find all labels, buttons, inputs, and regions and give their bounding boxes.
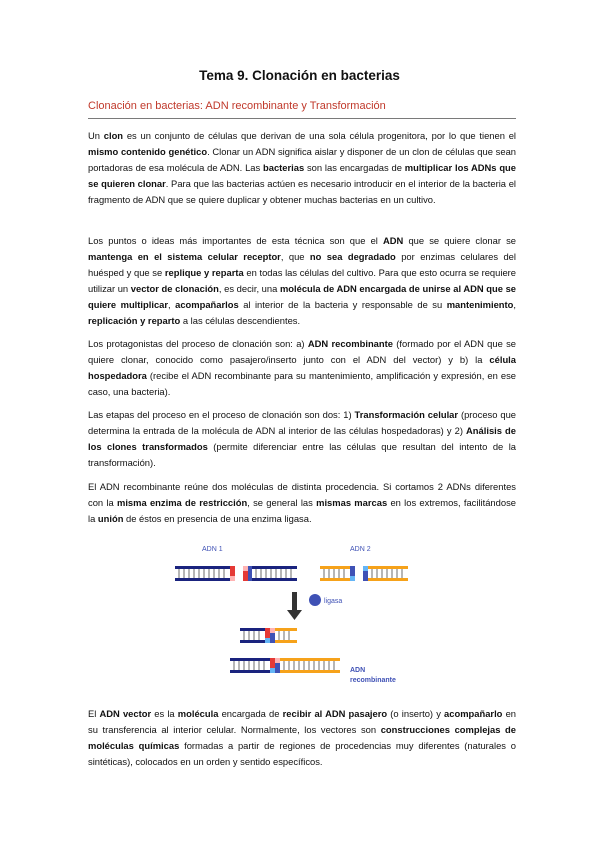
bold-text: mantenga en el sistema celular receptor bbox=[88, 251, 281, 262]
bold-text: ADN recombinante bbox=[307, 338, 393, 349]
heading-divider bbox=[88, 118, 516, 119]
bold-text: vector de clonación bbox=[130, 283, 219, 294]
text-run: (permite diferenciar entre las células que resultan del intento de la transformación). bbox=[88, 441, 517, 468]
label-ligasa: ligasa bbox=[324, 598, 343, 605]
bold-text: célula hospedadora bbox=[88, 354, 516, 381]
text-run: El ADN recombinante reúne dos moléculas de distinta procedencia. Si cortamos 2 ADNs diferentes con la bbox=[88, 481, 516, 508]
bold-text: unión bbox=[97, 513, 124, 524]
bold-text: acompañarlos bbox=[175, 299, 239, 310]
annealed-fragments bbox=[240, 628, 297, 643]
adn2-left-fragment bbox=[320, 566, 355, 581]
text-run: por enzimas celulares del huésped y que se bbox=[88, 251, 516, 278]
bold-text: mismas marcas bbox=[316, 497, 388, 508]
text-run: a las células descendientes. bbox=[180, 315, 301, 326]
bold-text: ADN bbox=[383, 235, 404, 246]
text-run: , es decir, una bbox=[218, 283, 280, 294]
text-run: Los puntos o ideas más importantes de esta técnica son que el bbox=[88, 235, 383, 246]
label-adn1: ADN 1 bbox=[202, 546, 223, 553]
text-run: Un bbox=[88, 130, 104, 141]
page-title: Tema 9. Clonación en bacterias bbox=[199, 68, 400, 83]
paragraph-adn-recombinante bbox=[88, 479, 516, 527]
bold-text: construcciones complejas de moléculas químicas bbox=[88, 724, 517, 751]
cloning-diagram bbox=[170, 540, 440, 690]
bold-text: Transformación celular bbox=[354, 409, 459, 420]
text-run: . Clonar un ADN significa aislar y disponer de un clon de células que sean portadoras de esa molécula de ADN. Las bbox=[88, 146, 517, 173]
text-run: , se general las bbox=[247, 497, 317, 508]
bold-text: ADN vector bbox=[99, 708, 152, 719]
paragraph-clon bbox=[88, 128, 516, 208]
paragraph-protagonistas bbox=[88, 336, 516, 400]
bold-text: misma enzima de restricción bbox=[116, 497, 248, 508]
bold-text: bacterias bbox=[263, 162, 305, 173]
text-run: al interior de la bacteria y responsable de su bbox=[238, 299, 447, 310]
label-adn2: ADN 2 bbox=[350, 546, 371, 553]
paragraph-etapas bbox=[88, 407, 516, 471]
text-run: encargada de bbox=[218, 708, 283, 719]
bold-text: Análisis de los clones transformados bbox=[88, 425, 516, 452]
recombinant-dna bbox=[230, 658, 340, 673]
text-run: en su transferencia al interior celular. Normalmente, los vectores son bbox=[88, 708, 516, 735]
bold-text: acompañarlo bbox=[444, 708, 503, 719]
text-run: es un conjunto de células que derivan de una sola célula progenitora, por lo que tienen el bbox=[123, 130, 516, 141]
text-run: en los extremos, facilitándose la bbox=[88, 497, 516, 524]
text-run: (formado por el ADN que se quiere clonar, conocido como pasajero/inserto junto con el ADN del vector) y b) la bbox=[88, 338, 517, 365]
down-arrow-icon bbox=[287, 592, 302, 620]
bold-text: mismo contenido genético bbox=[88, 146, 208, 157]
text-run: son las encargadas de bbox=[304, 162, 405, 173]
adn2-right-fragment bbox=[363, 566, 408, 581]
text-run: que se quiere clonar se bbox=[403, 235, 516, 246]
adn1-right-fragment bbox=[243, 566, 297, 581]
bold-text: no sea degradado bbox=[309, 251, 396, 262]
paragraph-ideas bbox=[88, 233, 516, 329]
bold-text: multiplicar los ADNs que se quieren clonar bbox=[88, 162, 516, 189]
ligasa-enzyme-icon bbox=[309, 594, 321, 606]
text-run: de éstos en presencia de una enzima ligasa. bbox=[123, 513, 312, 524]
bold-text: molécula bbox=[177, 708, 219, 719]
text-run: , bbox=[168, 299, 176, 310]
text-run: . Para que las bacterias actúen es necesario introducir en el interior de la bacteria el fragmento de ADN que se quiere duplicar y obtener muchas bacterias en un cultivo. bbox=[88, 178, 516, 205]
label-adn-recombinante-2: recombinante bbox=[350, 677, 396, 684]
text-run: es la bbox=[151, 708, 178, 719]
adn1-left-fragment bbox=[175, 566, 235, 581]
text-run: , que bbox=[280, 251, 310, 262]
text-run: (recibe el ADN recombinante para su mantenimiento, amplificación y expresión, en ese caso, una bacteria). bbox=[88, 370, 516, 397]
text-run: formadas a partir de regiones de procedencias muy diferentes (naturales o sintéticas), colocados en un orden y sentido específicos. bbox=[88, 740, 517, 767]
text-run: , bbox=[513, 299, 516, 310]
bold-text: replique y reparta bbox=[164, 267, 244, 278]
text-run: Los protagonistas del proceso de clonación son: a) bbox=[88, 338, 308, 349]
text-run: (o inserto) y bbox=[387, 708, 445, 719]
paragraph-adn-vector bbox=[88, 706, 516, 770]
bold-text: recibir al ADN pasajero bbox=[282, 708, 388, 719]
text-run: Las etapas del proceso en el proceso de clonación son dos: 1) bbox=[88, 409, 355, 420]
bold-text: mantenimiento bbox=[446, 299, 514, 310]
bold-text: replicación y reparto bbox=[88, 315, 181, 326]
label-adn-recombinante-1: ADN bbox=[350, 667, 366, 674]
text-run: El bbox=[88, 708, 100, 719]
text-run: en todas las células del cultivo. Para que esto ocurra se requiere utilizar un bbox=[88, 267, 516, 294]
text-run: (proceso que determina la entrada de la molécula de ADN al interior de las células hospedadoras) y 2) bbox=[88, 409, 517, 436]
bold-text: clon bbox=[103, 130, 124, 141]
section-heading: Clonación en bacterias: ADN recombinante y Transformación bbox=[88, 100, 386, 112]
bold-text: molécula de ADN encargada de unirse al ADN que se quiere multiplicar bbox=[88, 283, 516, 310]
